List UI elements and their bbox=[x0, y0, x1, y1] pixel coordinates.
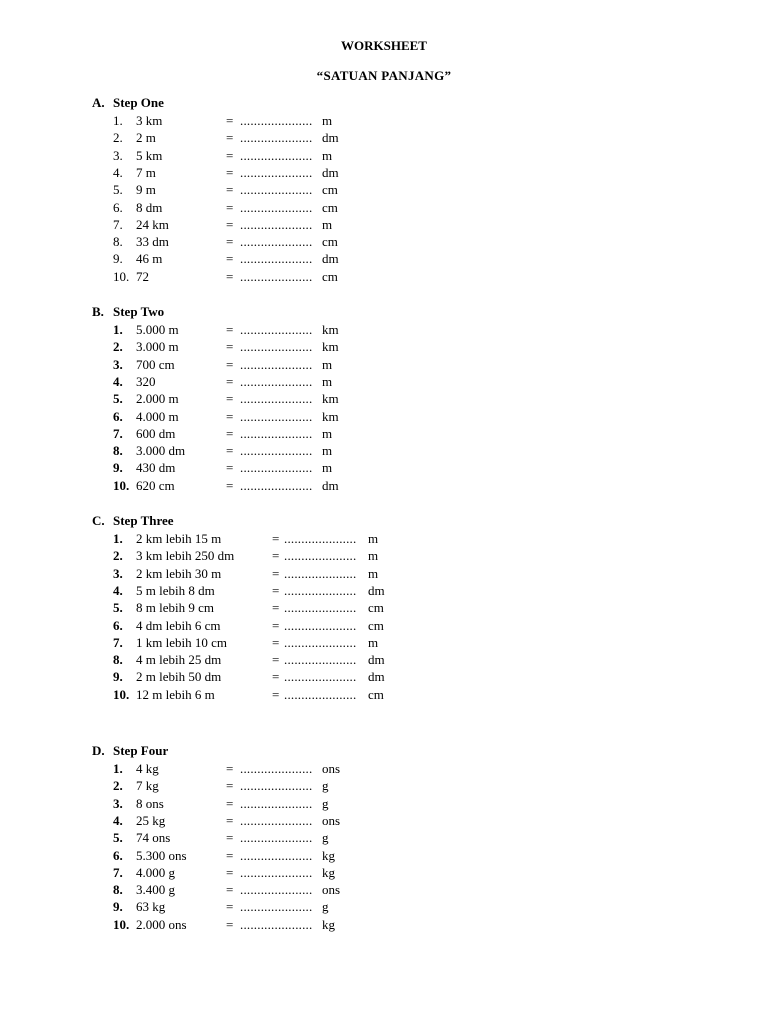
exercise-number: 8. bbox=[113, 652, 123, 668]
answer-unit: g bbox=[322, 795, 329, 811]
exercise-question: 7 m bbox=[136, 164, 156, 180]
answer-blank[interactable]: ..................... bbox=[240, 251, 313, 267]
exercise-row bbox=[0, 147, 768, 164]
answer-unit: m bbox=[322, 443, 333, 459]
exercise-row bbox=[0, 864, 768, 881]
exercise-row bbox=[0, 356, 768, 373]
section-letter: D. bbox=[92, 743, 105, 758]
answer-unit: cm bbox=[322, 199, 338, 215]
answer-blank[interactable]: ..................... bbox=[240, 391, 313, 407]
exercise-number: 4. bbox=[113, 582, 123, 598]
exercise-number: 3. bbox=[113, 565, 123, 581]
exercise-question: 5 m lebih 8 dm bbox=[136, 582, 215, 598]
equals-sign: = bbox=[272, 600, 280, 616]
equals-sign: = bbox=[226, 373, 234, 389]
exercise-number: 6. bbox=[113, 847, 123, 863]
exercise-number: 9. bbox=[113, 669, 123, 685]
answer-blank[interactable]: ..................... bbox=[240, 147, 313, 163]
exercise-number: 7. bbox=[113, 864, 123, 880]
equals-sign: = bbox=[272, 669, 280, 685]
answer-blank[interactable]: ..................... bbox=[284, 582, 357, 598]
exercise-question: 8 dm bbox=[136, 199, 163, 215]
exercise-number: 6. bbox=[113, 199, 123, 215]
answer-blank[interactable]: ..................... bbox=[240, 443, 313, 459]
exercise-row bbox=[0, 582, 768, 599]
exercise-number: 6. bbox=[113, 408, 123, 424]
exercise-number: 5. bbox=[113, 600, 123, 616]
exercise-question: 46 m bbox=[136, 251, 163, 267]
exercise-question: 2 m bbox=[136, 130, 156, 146]
exercise-row bbox=[0, 338, 768, 355]
section-heading bbox=[92, 743, 168, 759]
equals-sign: = bbox=[226, 916, 234, 932]
exercise-number: 8. bbox=[113, 234, 123, 250]
answer-unit: cm bbox=[322, 182, 338, 198]
answer-blank[interactable]: ..................... bbox=[240, 425, 313, 441]
equals-sign: = bbox=[226, 164, 234, 180]
equals-sign: = bbox=[226, 199, 234, 215]
equals-sign: = bbox=[226, 130, 234, 146]
exercise-row bbox=[0, 390, 768, 407]
answer-unit: kg bbox=[322, 864, 335, 880]
answer-unit: km bbox=[322, 408, 339, 424]
equals-sign: = bbox=[226, 477, 234, 493]
exercise-number: 1. bbox=[113, 761, 123, 776]
answer-unit: m bbox=[368, 634, 379, 650]
equals-sign: = bbox=[226, 460, 234, 476]
exercise-question: 7 kg bbox=[136, 778, 159, 794]
equals-sign: = bbox=[226, 408, 234, 424]
equals-sign: = bbox=[226, 864, 234, 880]
equals-sign: = bbox=[226, 216, 234, 232]
exercise-number: 5. bbox=[113, 391, 123, 407]
answer-unit: dm bbox=[368, 582, 385, 598]
section-letter: C. bbox=[92, 513, 105, 528]
exercise-row bbox=[0, 686, 768, 703]
exercise-row bbox=[0, 829, 768, 846]
exercise-question: 3.000 dm bbox=[136, 443, 186, 459]
answer-unit: m bbox=[322, 147, 333, 163]
exercise-question: 2 km lebih 30 m bbox=[136, 565, 222, 581]
exercise-number: 4. bbox=[113, 373, 123, 389]
answer-blank[interactable]: ..................... bbox=[240, 916, 313, 932]
answer-blank[interactable]: ..................... bbox=[240, 830, 313, 846]
answer-blank[interactable]: ..................... bbox=[284, 565, 357, 581]
section-heading bbox=[92, 513, 174, 529]
answer-unit: cm bbox=[368, 686, 384, 702]
exercise-number: 10. bbox=[113, 916, 130, 932]
exercise-number: 1. bbox=[113, 113, 123, 128]
exercise-row bbox=[0, 634, 768, 651]
answer-unit: m bbox=[368, 565, 379, 581]
answer-blank[interactable]: ..................... bbox=[240, 373, 313, 389]
answer-unit: kg bbox=[322, 916, 335, 932]
answer-unit: km bbox=[322, 322, 339, 337]
exercise-question: 33 dm bbox=[136, 234, 169, 250]
answer-blank[interactable]: ..................... bbox=[284, 669, 357, 685]
equals-sign: = bbox=[272, 686, 280, 702]
answer-blank[interactable]: ..................... bbox=[284, 617, 357, 633]
answer-unit: cm bbox=[322, 234, 338, 250]
exercise-row bbox=[0, 164, 768, 181]
exercise-row bbox=[0, 812, 768, 829]
exercise-question: 2 m lebih 50 dm bbox=[136, 669, 222, 685]
exercise-number: 9. bbox=[113, 251, 123, 267]
equals-sign: = bbox=[226, 443, 234, 459]
answer-unit: dm bbox=[322, 130, 339, 146]
exercise-question: 600 dm bbox=[136, 425, 176, 441]
exercise-question: 25 kg bbox=[136, 812, 166, 828]
answer-unit: dm bbox=[368, 652, 385, 668]
exercise-question: 4.000 g bbox=[136, 864, 175, 880]
exercise-number: 8. bbox=[113, 882, 123, 898]
answer-unit: kg bbox=[322, 847, 335, 863]
equals-sign: = bbox=[226, 795, 234, 811]
answer-blank[interactable]: ..................... bbox=[284, 548, 357, 564]
equals-sign: = bbox=[226, 425, 234, 441]
exercise-number: 7. bbox=[113, 425, 123, 441]
exercise-question: 8 m lebih 9 cm bbox=[136, 600, 214, 616]
answer-unit: cm bbox=[368, 617, 384, 633]
exercise-row bbox=[0, 425, 768, 442]
exercise-number: 10. bbox=[113, 268, 130, 284]
answer-unit: ons bbox=[322, 882, 341, 898]
answer-blank[interactable]: ..................... bbox=[240, 130, 313, 146]
exercise-question: 2 km lebih 15 m bbox=[136, 531, 222, 546]
exercise-row bbox=[0, 777, 768, 794]
answer-blank[interactable]: ..................... bbox=[284, 531, 357, 546]
section-letter: B. bbox=[92, 304, 104, 319]
exercise-row bbox=[0, 881, 768, 898]
answer-unit: dm bbox=[322, 477, 339, 493]
exercise-question: 24 km bbox=[136, 216, 169, 232]
worksheet-title: WORKSHEET bbox=[341, 38, 427, 53]
exercise-number: 5. bbox=[113, 830, 123, 846]
exercise-question: 700 cm bbox=[136, 356, 175, 372]
answer-unit: g bbox=[322, 899, 329, 915]
exercise-row bbox=[0, 565, 768, 582]
exercise-number: 8. bbox=[113, 443, 123, 459]
exercise-question: 4.000 m bbox=[136, 408, 179, 424]
exercise-number: 4. bbox=[113, 164, 123, 180]
exercise-number: 4. bbox=[113, 812, 123, 828]
exercise-question: 320 bbox=[136, 373, 156, 389]
exercise-row bbox=[0, 268, 768, 285]
exercise-question: 5.000 m bbox=[136, 322, 179, 337]
exercise-question: 430 dm bbox=[136, 460, 176, 476]
equals-sign: = bbox=[272, 617, 280, 633]
exercise-row bbox=[0, 668, 768, 685]
answer-blank[interactable]: ..................... bbox=[240, 899, 313, 915]
exercise-row bbox=[0, 898, 768, 915]
exercise-number: 2. bbox=[113, 548, 123, 564]
answer-blank[interactable]: ..................... bbox=[240, 234, 313, 250]
answer-blank[interactable]: ..................... bbox=[284, 686, 357, 702]
exercise-number: 2. bbox=[113, 130, 123, 146]
answer-blank[interactable]: ..................... bbox=[240, 812, 313, 828]
answer-blank[interactable]: ..................... bbox=[240, 795, 313, 811]
answer-unit: ons bbox=[322, 761, 341, 776]
exercise-number: 2. bbox=[113, 778, 123, 794]
section-heading bbox=[92, 304, 164, 320]
section-heading-text: Step One bbox=[113, 95, 164, 110]
exercise-number: 3. bbox=[113, 147, 123, 163]
exercise-row bbox=[0, 250, 768, 267]
equals-sign: = bbox=[226, 339, 234, 355]
exercise-row bbox=[0, 442, 768, 459]
answer-unit: dm bbox=[322, 164, 339, 180]
equals-sign: = bbox=[272, 565, 280, 581]
exercise-row bbox=[0, 795, 768, 812]
equals-sign: = bbox=[272, 652, 280, 668]
exercise-question: 63 kg bbox=[136, 899, 166, 915]
exercise-row bbox=[0, 321, 768, 338]
exercise-question: 4 m lebih 25 dm bbox=[136, 652, 222, 668]
exercise-question: 2.000 ons bbox=[136, 916, 187, 932]
answer-blank[interactable]: ..................... bbox=[240, 778, 313, 794]
answer-unit: dm bbox=[322, 251, 339, 267]
answer-unit: cm bbox=[368, 600, 384, 616]
exercise-row bbox=[0, 547, 768, 564]
exercise-number: 10. bbox=[113, 686, 130, 702]
exercise-row bbox=[0, 459, 768, 476]
equals-sign: = bbox=[226, 812, 234, 828]
equals-sign: = bbox=[226, 830, 234, 846]
answer-blank[interactable]: ..................... bbox=[240, 356, 313, 372]
exercise-number: 9. bbox=[113, 899, 123, 915]
exercise-question: 620 cm bbox=[136, 477, 175, 493]
equals-sign: = bbox=[272, 582, 280, 598]
equals-sign: = bbox=[226, 778, 234, 794]
answer-blank[interactable]: ..................... bbox=[284, 652, 357, 668]
equals-sign: = bbox=[226, 899, 234, 915]
exercise-row bbox=[0, 181, 768, 198]
exercise-number: 6. bbox=[113, 617, 123, 633]
exercise-number: 7. bbox=[113, 634, 123, 650]
answer-unit: ons bbox=[322, 812, 341, 828]
exercise-question: 3 km lebih 250 dm bbox=[136, 548, 235, 564]
exercise-question: 4 dm lebih 6 cm bbox=[136, 617, 221, 633]
equals-sign: = bbox=[226, 761, 234, 776]
exercise-row bbox=[0, 847, 768, 864]
answer-unit: m bbox=[322, 356, 333, 372]
answer-unit: dm bbox=[368, 669, 385, 685]
answer-blank[interactable]: ..................... bbox=[284, 634, 357, 650]
section-heading-text: Step Four bbox=[113, 743, 169, 758]
exercise-number: 3. bbox=[113, 795, 123, 811]
answer-blank[interactable]: ..................... bbox=[240, 268, 313, 284]
exercise-row bbox=[0, 530, 768, 547]
answer-unit: m bbox=[322, 113, 333, 128]
exercise-question: 4 kg bbox=[136, 761, 159, 776]
equals-sign: = bbox=[272, 531, 280, 546]
answer-unit: m bbox=[322, 425, 333, 441]
exercise-number: 7. bbox=[113, 216, 123, 232]
exercise-number: 3. bbox=[113, 356, 123, 372]
answer-unit: m bbox=[322, 373, 333, 389]
answer-blank[interactable]: ..................... bbox=[240, 182, 313, 198]
exercise-question: 5.300 ons bbox=[136, 847, 187, 863]
exercise-number: 10. bbox=[113, 477, 130, 493]
answer-blank[interactable]: ..................... bbox=[240, 882, 313, 898]
exercise-row bbox=[0, 216, 768, 233]
exercise-number: 2. bbox=[113, 339, 123, 355]
exercise-number: 1. bbox=[113, 322, 123, 337]
equals-sign: = bbox=[226, 268, 234, 284]
equals-sign: = bbox=[226, 391, 234, 407]
answer-unit: km bbox=[322, 339, 339, 355]
exercise-row bbox=[0, 651, 768, 668]
equals-sign: = bbox=[226, 182, 234, 198]
exercise-question: 12 m lebih 6 m bbox=[136, 686, 215, 702]
equals-sign: = bbox=[226, 113, 234, 128]
exercise-question: 9 m bbox=[136, 182, 156, 198]
exercise-question: 3 km bbox=[136, 113, 163, 128]
exercise-row bbox=[0, 112, 768, 129]
answer-unit: m bbox=[368, 548, 379, 564]
exercise-question: 74 ons bbox=[136, 830, 171, 846]
exercise-row bbox=[0, 599, 768, 616]
answer-blank[interactable]: ..................... bbox=[240, 113, 313, 128]
section-heading-text: Step Three bbox=[113, 513, 174, 528]
exercise-question: 5 km bbox=[136, 147, 163, 163]
answer-blank[interactable]: ..................... bbox=[240, 339, 313, 355]
equals-sign: = bbox=[226, 147, 234, 163]
exercise-row bbox=[0, 617, 768, 634]
answer-blank[interactable]: ..................... bbox=[240, 864, 313, 880]
answer-blank[interactable]: ..................... bbox=[240, 199, 313, 215]
answer-blank[interactable]: ..................... bbox=[284, 600, 357, 616]
equals-sign: = bbox=[226, 882, 234, 898]
answer-unit: g bbox=[322, 778, 329, 794]
answer-blank[interactable]: ..................... bbox=[240, 408, 313, 424]
exercise-row bbox=[0, 477, 768, 494]
answer-blank[interactable]: ..................... bbox=[240, 216, 313, 232]
equals-sign: = bbox=[226, 234, 234, 250]
equals-sign: = bbox=[226, 322, 234, 337]
equals-sign: = bbox=[272, 634, 280, 650]
answer-unit: g bbox=[322, 830, 329, 846]
exercise-question: 3.000 m bbox=[136, 339, 179, 355]
answer-unit: km bbox=[322, 391, 339, 407]
equals-sign: = bbox=[226, 251, 234, 267]
answer-blank[interactable]: ..................... bbox=[240, 477, 313, 493]
answer-blank[interactable]: ..................... bbox=[240, 164, 313, 180]
answer-unit: m bbox=[322, 216, 333, 232]
exercise-question: 1 km lebih 10 cm bbox=[136, 634, 227, 650]
exercise-number: 1. bbox=[113, 531, 123, 546]
exercise-row bbox=[0, 373, 768, 390]
answer-blank[interactable]: ..................... bbox=[240, 460, 313, 476]
worksheet-subtitle: “SATUAN PANJANG” bbox=[316, 68, 452, 83]
equals-sign: = bbox=[226, 356, 234, 372]
equals-sign: = bbox=[226, 847, 234, 863]
exercise-row bbox=[0, 408, 768, 425]
exercise-question: 2.000 m bbox=[136, 391, 179, 407]
exercise-row bbox=[0, 199, 768, 216]
answer-blank[interactable]: ..................... bbox=[240, 322, 313, 337]
exercise-question: 8 ons bbox=[136, 795, 164, 811]
exercise-row bbox=[0, 916, 768, 933]
section-heading-text: Step Two bbox=[113, 304, 165, 319]
answer-unit: m bbox=[322, 460, 333, 476]
exercise-number: 9. bbox=[113, 460, 123, 476]
section-letter: A. bbox=[92, 95, 105, 110]
answer-blank[interactable]: ..................... bbox=[240, 847, 313, 863]
answer-unit: cm bbox=[322, 268, 338, 284]
equals-sign: = bbox=[272, 548, 280, 564]
answer-blank[interactable]: ..................... bbox=[240, 761, 313, 776]
exercise-row bbox=[0, 760, 768, 777]
exercise-number: 5. bbox=[113, 182, 123, 198]
exercise-row bbox=[0, 233, 768, 250]
section-heading bbox=[92, 95, 164, 111]
answer-unit: m bbox=[368, 531, 379, 546]
exercise-row bbox=[0, 129, 768, 146]
exercise-question: 72 bbox=[136, 268, 149, 284]
exercise-question: 3.400 g bbox=[136, 882, 175, 898]
